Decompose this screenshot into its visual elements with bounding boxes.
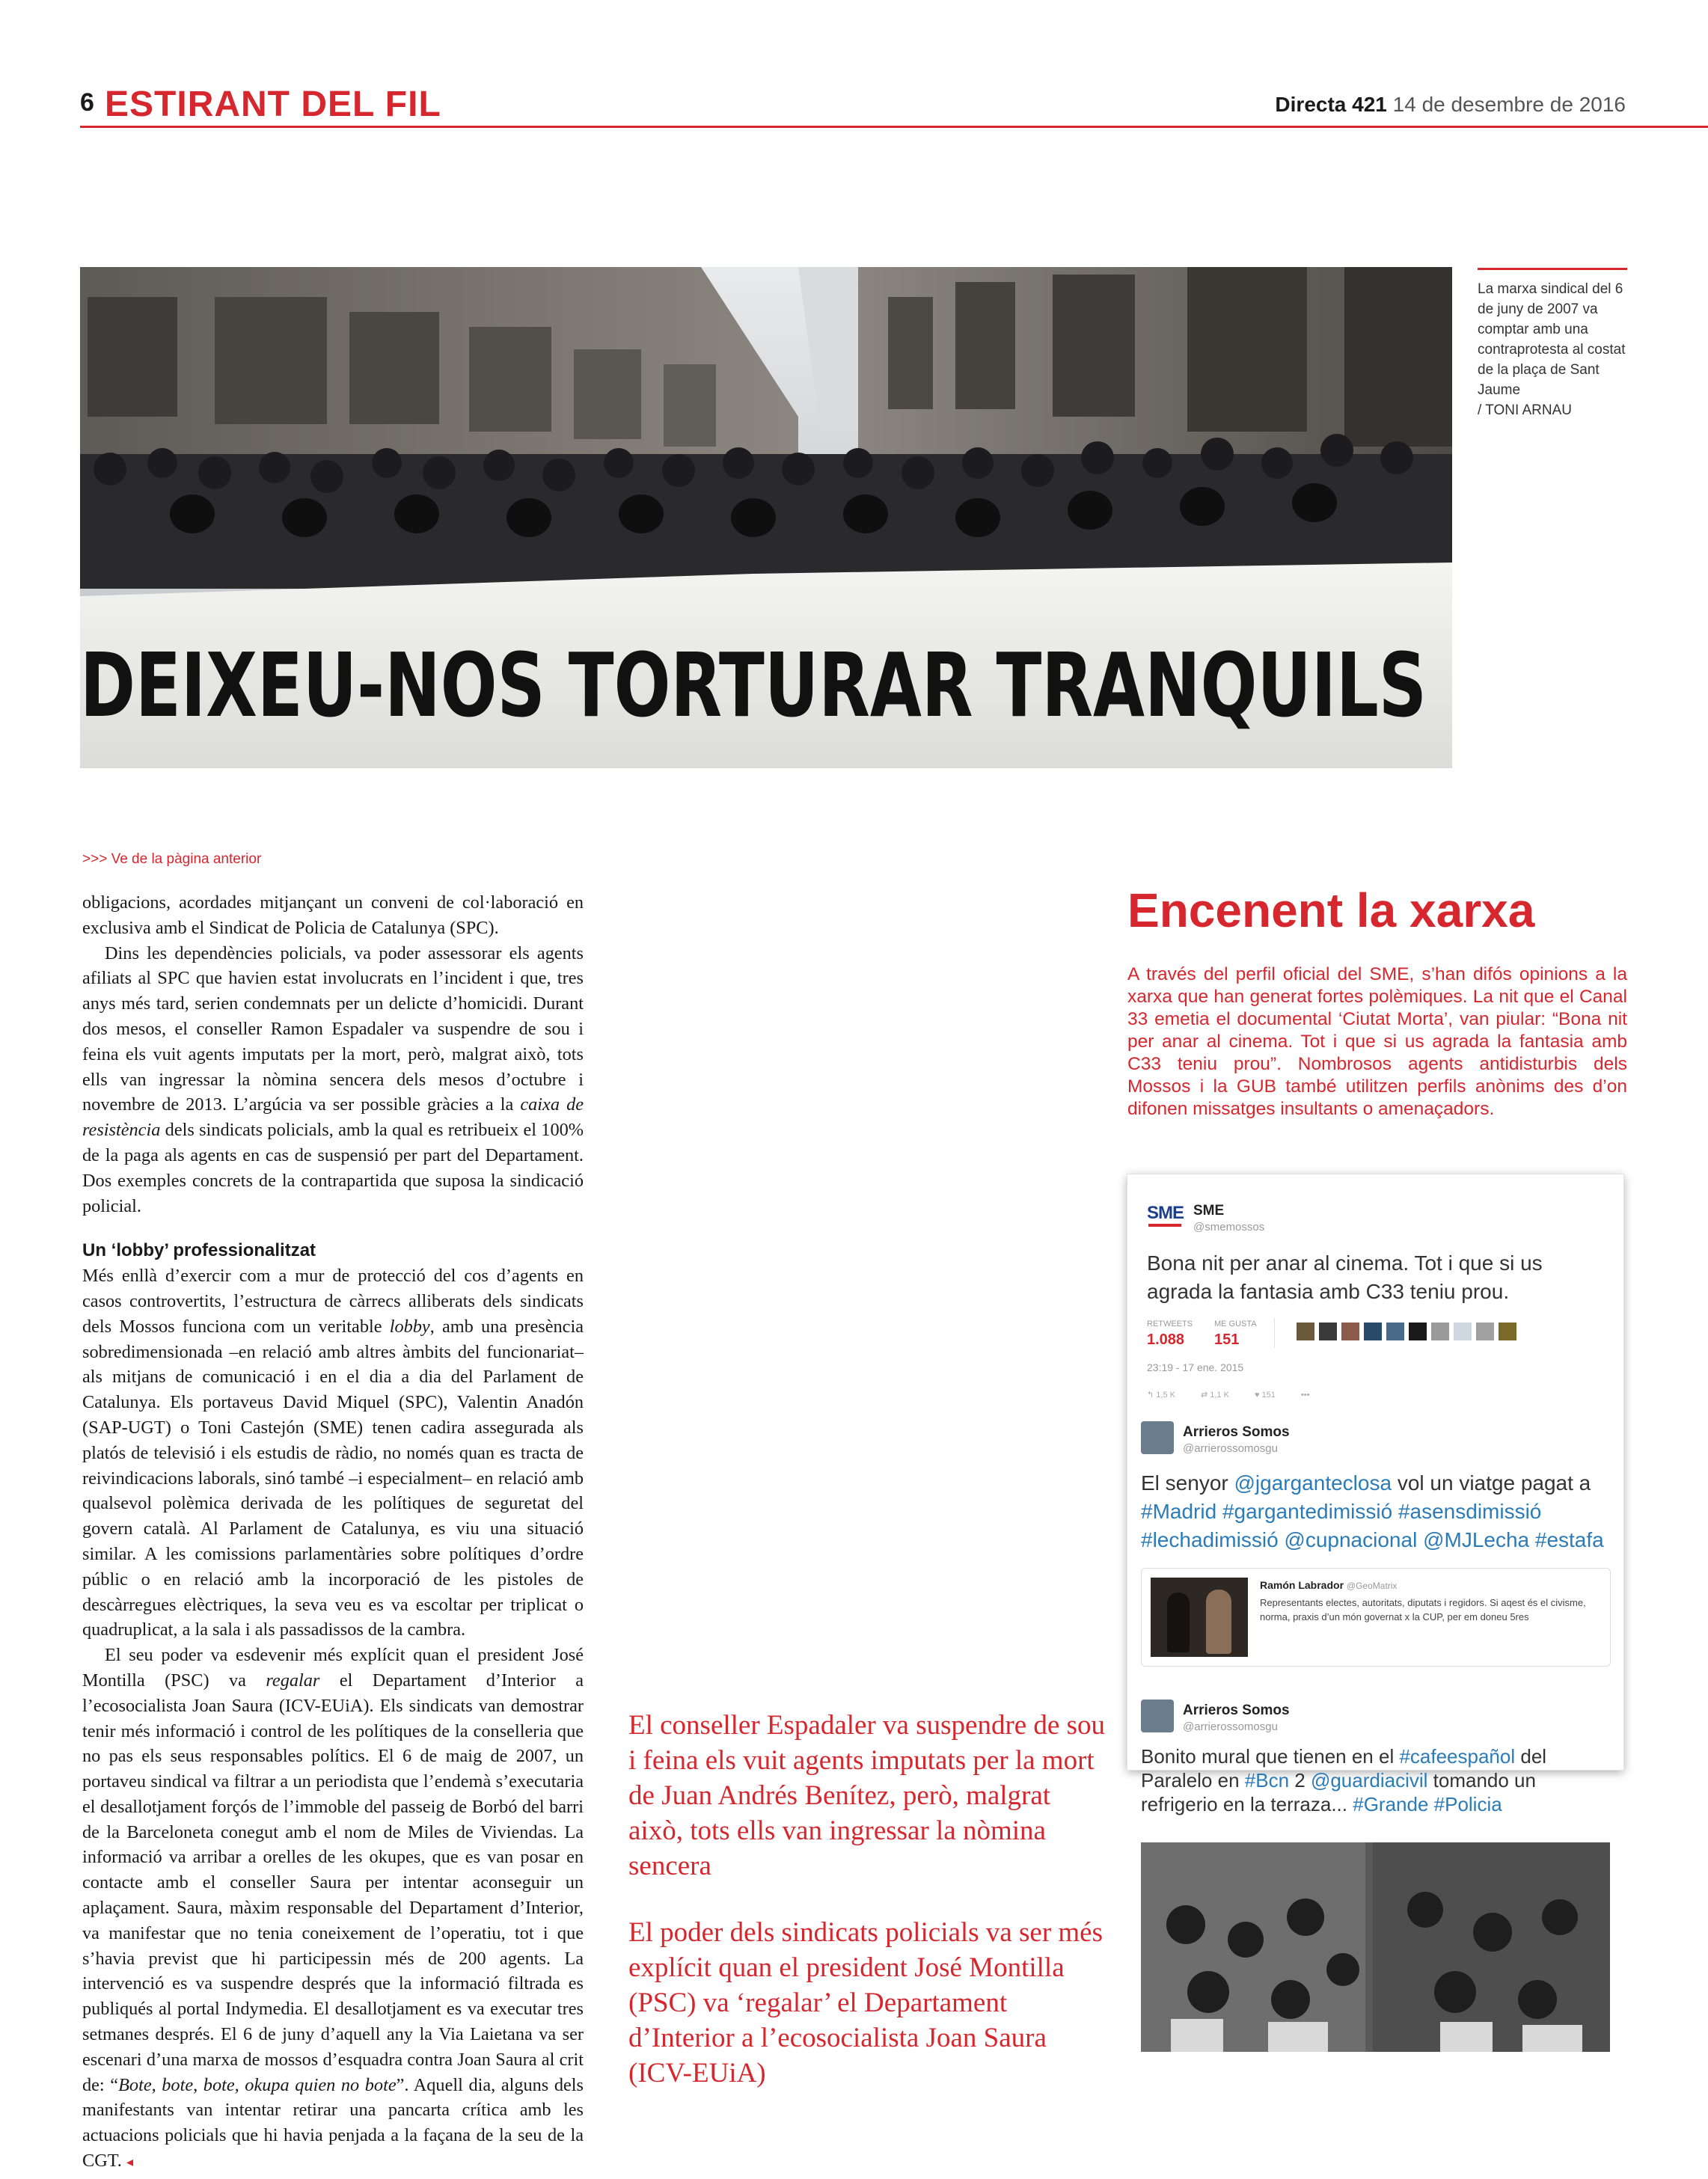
avatar	[1431, 1323, 1449, 1340]
continued-from: >>> Ve de la pàgina anterior	[82, 851, 262, 867]
tweet3-text: Bonito mural que tienen en el #cafeespañol del Paralelo en #Bcn 2 @guardiacivil tomando un refrigerio en la terraza... #Grande #Policia	[1141, 1745, 1547, 1815]
avatar	[1499, 1323, 1516, 1340]
likes-count: 151	[1214, 1331, 1240, 1348]
tweet2-avatar	[1141, 1421, 1174, 1454]
reply-icon[interactable]: ↰ 1,5 K	[1147, 1391, 1175, 1400]
sidebar-title: Encenent la xarxa	[1127, 883, 1535, 937]
tweet2-name: Arrieros Somos	[1183, 1424, 1290, 1440]
subheading: Un ‘lobby’ professionalitzat	[82, 1240, 316, 1261]
tweet3-name: Arrieros Somos	[1183, 1703, 1290, 1718]
retweets-label: RETWEETS	[1147, 1320, 1193, 1328]
avatar	[1476, 1323, 1494, 1340]
photo-caption	[1478, 268, 1627, 420]
photo-credit: / TONI ARNAU	[1478, 402, 1572, 418]
tweet2-embed	[1141, 1568, 1611, 1667]
tweet2-handle: @arrierossomosgu	[1183, 1442, 1278, 1455]
tweet3-avatar	[1141, 1700, 1174, 1732]
pull-quote-1: El conseller Espadaler va suspendre de sou i feina els vuit agents imputats per la mort de Juan Andrés Benítez, però, malgrat això, tots ells van ingressar la nòmina sencera	[628, 1710, 1106, 1881]
heart-icon[interactable]: ♥ 151	[1254, 1390, 1276, 1400]
avatar	[1319, 1323, 1337, 1340]
likes-label: ME GUSTA	[1214, 1320, 1257, 1328]
embed-photo	[1151, 1578, 1248, 1657]
header-rule	[80, 126, 1708, 128]
mural-illustration	[1141, 1842, 1610, 2052]
masthead-info	[1275, 93, 1626, 117]
caption-text: La marxa sindical del 6 de juny de 2007 va comptar amb una contraprotesta al costat de la plaça de Sant Jaume	[1478, 281, 1626, 398]
avatar	[1364, 1323, 1382, 1340]
retweets-count: 1.088	[1147, 1331, 1185, 1348]
embed-text: Representants electes, autoritats, diputats i regidors. Si aqest és el civisme, norma, praxis d’un món governat x la CUP, per em doneu 5res	[1260, 1597, 1586, 1622]
pull-quote-2: El poder dels sindicats policials va ser més explícit quan el president José Montilla (PSC) va ‘regalar’ el Departament d’Interior a l’ecosocialista Joan Saura (ICV-EUiA)	[628, 1917, 1103, 2088]
tweet3-handle: @arrierossomosgu	[1183, 1720, 1278, 1733]
banner-text: DEIXEU-NOS TORTURAR TRANQUILS	[80, 634, 1427, 737]
retweet-icon[interactable]: ⇄ 1,1 K	[1200, 1391, 1229, 1400]
avatar	[1341, 1323, 1359, 1340]
sme-logo-bar	[1148, 1224, 1181, 1227]
issue-date: 14 de desembre de 2016	[1392, 93, 1626, 116]
section-title: ESTIRANT DEL FIL	[105, 85, 441, 124]
sme-logo: SME	[1147, 1203, 1184, 1223]
page-number: 6	[80, 88, 94, 117]
end-mark: ◂	[126, 2154, 133, 2170]
tweet1-timestamp: 23:19 - 17 ene. 2015	[1147, 1361, 1244, 1373]
liker-avatars	[1297, 1323, 1516, 1340]
caption-rule	[1478, 268, 1627, 270]
tweet1-handle: @smemossos	[1193, 1221, 1265, 1233]
photo-illustration	[80, 267, 1452, 768]
article-body	[82, 890, 584, 2175]
avatar	[1454, 1323, 1472, 1340]
tweet1-text: Bona nit per anar al cinema. Tot i que si us agrada la fantasia amb C33 teniu prou.	[1147, 1251, 1543, 1303]
sidebar-body: A través del perfil oficial del SME, s’han difós opinions a la xarxa que han generat fortes polèmiques. La nit que el Canal 33 emetia el documental ‘Ciutat Morta’, van piular: “Bona nit per anar al cinema. Tot i que si us agrada la fantasia amb C33 teniu prou”. Nombrosos agents antidisturbis dels Mossos i la GUB també utilitzen perfils anònims des d’on difonen missatges insultants o amenaçadors.	[1127, 964, 1627, 1119]
paragraph-1: obligacions, acordades mitjançant un conveni de col·laboració en exclusiva amb el Sindicat de Policia de Catalunya (SPC).	[82, 892, 584, 938]
avatar	[1297, 1323, 1314, 1340]
paragraph-2: Dins les dependències policials, va poder assessorar els agents afiliats al SPC que havien estat involucrats en l’incident i que, tres anys més tard, serien condemnats per un delicte d’homicidi. Durant dos mesos, el conseller Ramon Espadaler va suspendre de sou i feina els vuit agents imputats per la mort, però, malgrat això, tots ells van ingressar la nòmina sencera dels mesos d’octubre i novembre de 2013. L’argúcia va ser possible gràcies a la caixa de resistència dels sindicats policials, amb la qual es retribueix el 100% de la paga als agents en cas de suspensió per part del Departament. Dos exemples concrets de la contrapartida que suposa la sindicació policial.	[82, 943, 584, 1216]
tweet1-name: SME	[1193, 1203, 1225, 1219]
stats-divider	[1274, 1318, 1275, 1348]
mural-photo	[1141, 1842, 1610, 2052]
tweet2-text: El senyor @jgarganteclosa vol un viatge pagat a #Madrid #gargantedimissió #asensdimissió #lechadimissió @cupnacional @MJLecha #estafa	[1141, 1471, 1604, 1551]
embed-author: Ramón Labrador @GeoMatrix	[1260, 1579, 1398, 1591]
paragraph-4: El seu poder va esdevenir més explícit quan el president José Montilla (PSC) va regalar el Departament d’Interior a l’ecosocialista Joan Saura (ICV-EUiA). Els sindicats van demostrar tenir més informació i control de les polítiques de la conselleria que no pas els seus responsables polítics. El 6 de maig de 2007, un portaveu sindical va filtrar a un periodista que l’endemà s’executaria el desallotjament forçós de l’immoble del passeig de Borbó del barri de la Barceloneta conegut amb el nom de Miles de Viviendas. La informació va arribar a orelles de les okupes, que es van posar en contacte amb el conseller Saura per intentar aconseguir un aplaçament. Saura, màxim responsable del Departament d’Interior, va manifestar que no tenia coneixement de l’operatiu, tot i que s’havia previst que hi participessin més de 200 agents. La intervenció es va suspendre després que la informació filtrada es publiqués al portal Indymedia. El desallotjament es va executar tres setmanes després. El 6 de juny d’aquell any la Via Laietana va ser escenari d’una marxa de mossos d’esquadra contra Joan Saura al crit de: “Bote, bote, bote, okupa quien no bote”. Aquell dia, alguns dels manifestants van intentar retirar una pancarta crítica amb les actuacions policials que hi havia penjada a la façana de la seu de la CGT. ◂	[82, 1645, 584, 2172]
publication-name: Directa 421	[1275, 93, 1387, 116]
avatar	[1386, 1323, 1404, 1340]
tweet1-actions	[1147, 1390, 1309, 1400]
protest-photo	[80, 267, 1452, 768]
tweets-screenshot	[1127, 1174, 1623, 1815]
more-icon[interactable]: •••	[1300, 1390, 1310, 1400]
avatar	[1409, 1323, 1427, 1340]
paragraph-3: Més enllà d’exercir com a mur de protecció del cos d’agents en casos controvertits, l’estructura de càrrecs alliberats dels sindicats dels Mossos funciona com un veritable lobby, amb una presència sobredimensionada –en relació amb altres àmbits del funcionariat– als mitjans de comunicació i en el dia a dia del Parlament de Catalunya. Els portaveus David Miquel (SPC), Valentin Anadón (SAP-UGT) o Toni Castejón (SME) tenen cadira assegurada als platós de televisió i els estudis de ràdio, no només quan es tracta de reivindicacions laborals, sinó també –i especialment– en relació amb qualsevol polèmica derivada de les polítiques de seguretat del govern català. Al Parlament de Catalunya, es viu una situació similar. A les comissions parlamentàries sobre polítiques d’ordre públic o en relació amb la incorporació de les pistoles de descàrregues elèctriques, la seva veu es va escoltar per triplicat o quadruplicat, a la sala i als passadissos de la cambra.	[82, 1266, 584, 1640]
